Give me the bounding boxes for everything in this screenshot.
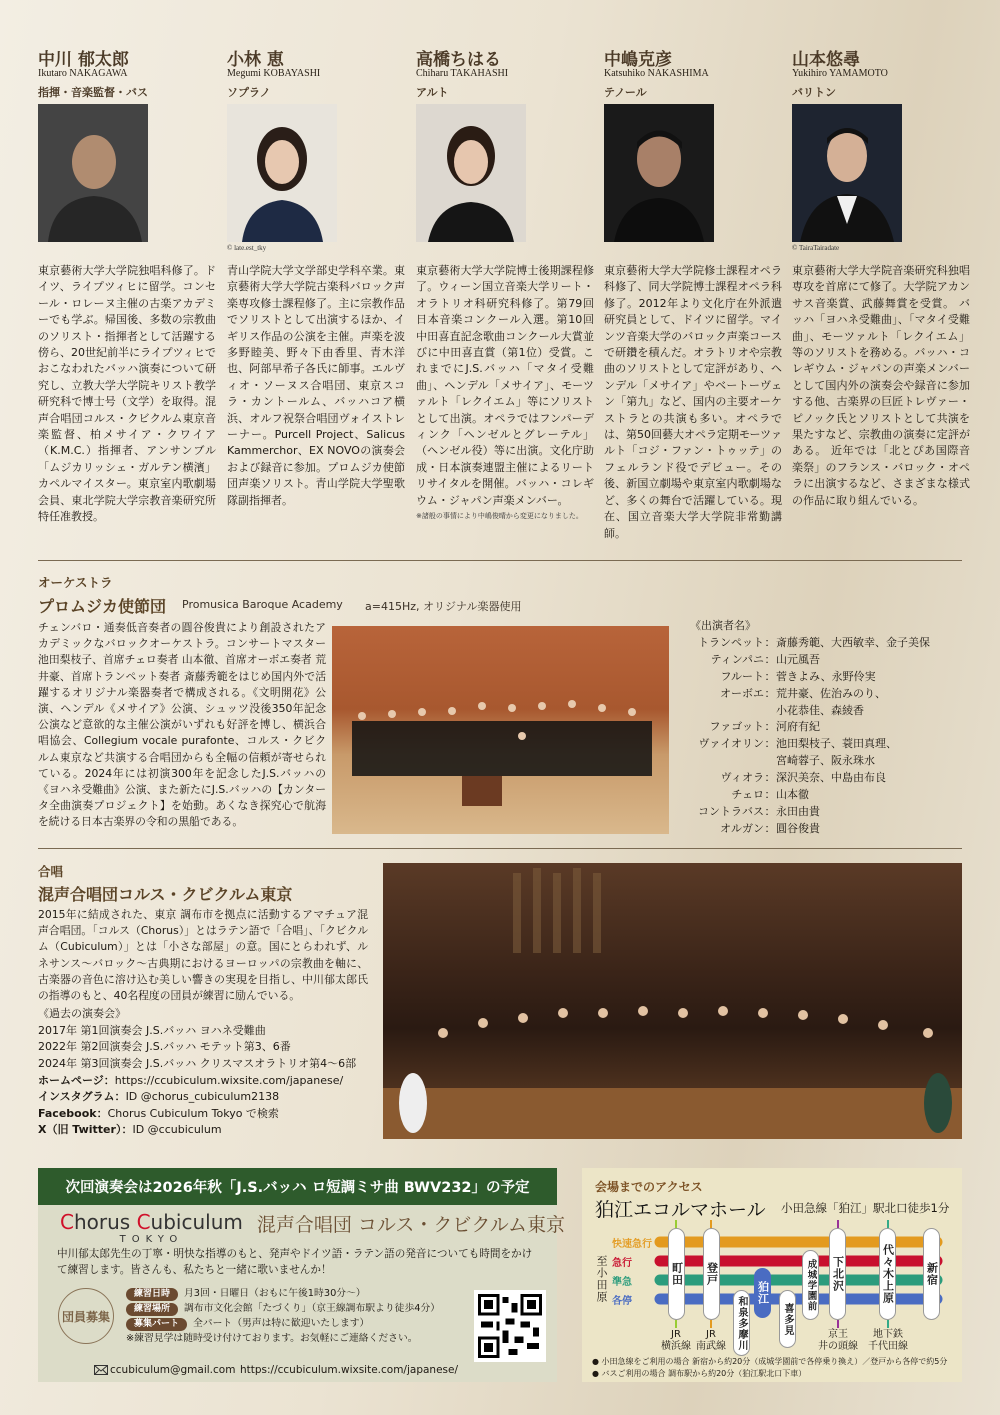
recruit-parts: [126, 1316, 440, 1331]
recruit-intro: 中川郁太郎先生の丁寧・明快な指導のもと、発声やドイツ語・ラテン語の発音についても時間をかけて練習します。皆さんも、私たちと一緒に歌いませんか！: [57, 1248, 533, 1276]
access-box: [582, 1168, 962, 1382]
performer-change-note: ※諸般の事情により中嶋俊晴から変更になりました。: [416, 512, 583, 521]
performer-photo: [792, 104, 902, 242]
past-concert: 2017年 第1回演奏会 J.S.バッハ ヨハネ受難曲: [38, 1023, 266, 1037]
access-notes: [592, 1356, 947, 1380]
performer-name: 山本悠尋: [792, 50, 860, 70]
performer-bio-box: [416, 263, 594, 521]
credit-colon: ：: [764, 737, 776, 751]
practice-place: [126, 1301, 440, 1316]
station-machida: 町田: [668, 1228, 685, 1320]
direction-label: 至小田原: [595, 1255, 608, 1303]
credit-colon: ：: [764, 669, 776, 683]
detail-text: 月3回・日曜日（おもに午後1時30分〜）: [184, 1288, 366, 1299]
credit-part: コントラバス: [698, 804, 764, 818]
credit-colon: ：: [764, 788, 776, 802]
credit-row: [690, 686, 930, 720]
credit-names: 河府有紀: [776, 720, 820, 734]
credit-row: [690, 787, 930, 804]
performer-photo: [227, 104, 337, 242]
credits-title: 《出演者名》: [690, 619, 756, 632]
performer-name: 中川 郁太郎: [38, 50, 129, 70]
logo-word: ubiculum: [150, 1210, 243, 1234]
credit-names-line: 宮崎蓉子、阪永珠水: [776, 754, 875, 768]
link-label: X（旧 Twitter）：: [38, 1123, 133, 1137]
credit-part: フルート: [720, 669, 764, 683]
logo-word: horus: [73, 1210, 137, 1234]
connection-jr-nambu: JR 南武線: [696, 1329, 726, 1352]
performer-roman-name: Yukihiro YAMAMOTO: [792, 68, 888, 79]
visit-note: ※練習見学は随時受け付けております。お気軽にご連絡ください。: [126, 1333, 418, 1344]
credit-part: ティンパニ: [710, 652, 764, 666]
credit-names: 永田由貴: [776, 804, 820, 818]
choir-text-column: [38, 907, 368, 1139]
link-value: ID @ccubiculum: [132, 1123, 222, 1137]
station-shinjuku: 新宿: [923, 1228, 940, 1320]
performer-bio-box: [792, 263, 970, 509]
station-seijogakuenmae: 成城学園前: [802, 1250, 819, 1320]
credit-names: 斎藤秀範、大西敏幸、金子美保: [776, 635, 930, 649]
credit-part: ヴァイオリン: [698, 737, 764, 751]
station-kitami: 喜多見: [779, 1290, 796, 1348]
logo-tokyo: TOKYO: [119, 1234, 184, 1245]
homepage-link[interactable]: [38, 1073, 368, 1090]
credit-part: ヴィオラ: [720, 771, 764, 785]
credit-names-line: 小花恭佳、森綾香: [776, 703, 864, 717]
credit-names-line: 池田梨枝子、蓑田真理、: [776, 737, 897, 751]
qr-code[interactable]: [474, 1290, 546, 1362]
performer-role: ソプラノ: [227, 86, 271, 99]
station-shimokitazawa: 下北沢: [829, 1228, 846, 1320]
performer-bio: 東京藝術大学大学院音楽研究科独唱専攻を首席にて修了。大学院アカンサス音楽賞、武藤舞賞を受賞。 バッハ「ヨハネ受難曲」、「マタイ受難曲」、モーツァルト「レクイエム」等のソリストを務める。バッハ・コレギウム・ジャパンの声楽メンバーとして国内外の演奏会や録音に参加する他、古楽界の巨匠トレヴァー・ピノック氏とソリストとして共演を果たすなど、宗教曲の演奏に定評がある。 近年では「北とぴあ国際音楽祭」のフランス・バロック・オペラに出演するなど、さまざまな様式の作品に取り組んでいる。: [792, 264, 970, 507]
performer-bio: 東京藝術大学大学院修士課程オペラ科修了、同大学院博士課程オペラ科修了。2012年より文化庁在外派遣研究員として、ドイツに留学。マインツ音楽大学のバロック声楽コースで研鑽を積んだ。オラトリオや宗教曲のソリストとして定評があり、ヘンデル「メサイア」やベートーヴェン「第九」など、国内の主要オーケストラとの共演も多い。オペラでは、第50回藝大オペラ定期モーツァルト「コジ・ファン・トゥッテ」のフェルランド役でデビュー。その後、新国立劇場や東京室内歌劇場など、多くの舞台で活躍している。現在、国立音楽大学大学院非常勤講師。: [604, 264, 783, 540]
credit-part: オルガン: [720, 821, 764, 835]
email-text: ccubiculum@gmail.com: [110, 1364, 236, 1376]
choir-label: 合唱: [38, 864, 64, 879]
mail-icon: [94, 1365, 108, 1375]
next-concert-banner: 次回演奏会は2026年秋「J.S.バッハ ロ短調ミサ曲 BWV232」の予定: [38, 1168, 557, 1205]
credit-colon: ：: [764, 635, 776, 649]
performer-bio-box: [227, 263, 405, 509]
instagram-link[interactable]: [38, 1089, 368, 1106]
access-label: 会場までのアクセス: [595, 1180, 703, 1194]
recruit-badge: 団員募集: [58, 1288, 114, 1344]
choir-photo: [383, 863, 962, 1139]
orchestra-pitch: a=415Hz, オリジナル楽器使用: [365, 600, 522, 613]
orchestra-label: オーケストラ: [38, 575, 113, 590]
credit-names: 菅きよみ、永野伶実: [776, 669, 876, 683]
line-label-express: 急行: [612, 1258, 632, 1269]
orchestra-name-en: Promusica Baroque Academy: [182, 598, 343, 611]
credit-row: [690, 719, 930, 736]
hall-walk: 小田急線「狛江」駅北口徒歩1分: [781, 1201, 950, 1215]
link-label: Facebook：: [38, 1106, 108, 1120]
orchestra-description: チェンバロ・通奏低音奏者の圓谷俊貴により創設されたアカデミックなバロックオーケストラ。コンサートマスター池田梨枝子、首席チェロ奏者 山本徹、首席オーボエ奏者 荒井豪、首席トランペット奏者 斎藤秀範をはじめ国内外で活躍するオリジナル楽器奏者で構成される。《文明開花》公演、ヘンデル《メサイア》公演、シュッツ没後350年記念公演など意欲的な主催公演がいずれも好評を博し、横浜合唱協会、Collegium vocale purafonte、コルス・クビクルム東京など共演する合唱団からも全幅の信頼が寄せられている。2024年には初演300年を記念したJ.S.バッハの《ヨハネ受難曲》公演、また新たにJ.S.バッハの【カンタータ全曲演奏プロジェクト】を始動。あくなき探究心で航海を続ける日本古楽界の令和の黒船である。: [38, 621, 326, 829]
credit-row: [690, 821, 930, 838]
practice-time: [126, 1286, 440, 1301]
credit-row: [690, 804, 930, 821]
performer-name: 小林 恵: [227, 50, 284, 70]
performer-roman-name: Chiharu TAKAHASHI: [416, 68, 509, 79]
link-value: Chorus Cubiculum Tokyo で検索: [107, 1106, 279, 1120]
detail-badge: 募集パート: [126, 1318, 187, 1331]
credit-colon: ：: [764, 771, 776, 785]
email-contact[interactable]: [94, 1364, 235, 1376]
station-yoyogi-uehara: 代々木上原: [879, 1228, 896, 1320]
access-note-train: ● 小田急線をご利用の場合 新宿から約20分（成城学園前で各停乗り換え）／登戸から各停で約5分: [592, 1357, 948, 1366]
past-concerts: [38, 1006, 368, 1139]
logo-letter: C: [60, 1210, 74, 1234]
past-concert: 2024年 第3回演奏会 J.S.バッハ クリスマスオラトリオ第4〜6部: [38, 1057, 357, 1070]
detail-badge: 練習場所: [126, 1303, 178, 1316]
performer-photo: [604, 104, 714, 242]
detail-text: 全パート（男声は特に歓迎いたします）: [193, 1318, 370, 1329]
line-label-semi-express: 準急: [612, 1277, 632, 1288]
station-komae: 狛江: [754, 1268, 771, 1318]
credit-names-line: 荒井豪、佐治みのり、: [776, 686, 886, 700]
hall-name: 狛江エコルマホール: [595, 1199, 766, 1221]
performer-role: バリトン: [792, 86, 836, 99]
performer-name: 中嶋克彦: [604, 50, 672, 70]
performer-role: 指揮・音楽監督・バス: [38, 86, 148, 99]
performer-roman-name: Katsuhiko NAKASHIMA: [604, 68, 709, 79]
credit-colon: ：: [764, 652, 776, 666]
link-label: ホームページ：: [38, 1073, 115, 1087]
choir-name: 混声合唱団コルス・クビクルム東京: [38, 885, 293, 904]
logo-letter: C: [136, 1210, 151, 1234]
past-concert: 2022年 第2回演奏会 J.S.バッハ モテット第3、6番: [38, 1040, 291, 1054]
recruit-details: [126, 1286, 440, 1346]
detail-text: 調布市文化会館「たづくり」（京王線調布駅より徒歩4分）: [184, 1303, 441, 1314]
connection-keio-inokashira: 京王 井の頭線: [818, 1329, 858, 1352]
credit-part: オーボエ: [720, 686, 764, 700]
performer-role: アルト: [416, 86, 449, 99]
credit-row: [690, 669, 930, 686]
performer-photo: [38, 104, 148, 242]
link-label: インスタグラム：: [38, 1090, 126, 1104]
logo-row: [60, 1210, 565, 1245]
connection-chiyoda: 地下鉄 千代田線: [868, 1329, 908, 1352]
performer-bio: 青山学院大学文学部史学科卒業。東京藝術大学大学院古楽科バロック声楽専攻修士課程修了。主に宗教作品でソリストとして出演するほか、イギリス作品の公演を主催。声楽を波多野睦美、野々下由香里、青木洋也、阿部早希子各氏に師事。エルヴィオ・ソーヌス合唱団、東京スコラ・カントールム、バッハコア横浜、オルフ祝祭合唱団ヴォイストレーナー。Purcell Project、Salicus Kammerchor、EX NOVOの演奏会および録音に参加。プロムジカ使節団声楽ソリスト。青山学院大学聖歌隊副指揮者。: [227, 264, 405, 507]
performer-bio: 東京藝術大学大学院独唱科修了。ドイツ、ライプツィヒに留学。コンセール・ロレーヌ主催の古楽アカデミーでも学ぶ。帰国後、多数の宗教曲のソリスト・指揮者として活躍する傍ら、20世紀前半にライプツィヒでおこなわれたバッハ演奏について研究し、立教大学大学院キリスト教学研究科で博士号（文学）を取得。混声合唱団コルス・クビクルム東京音楽監督、柏メサイア・クワイア（K.M.C.）指揮者、アンサンブル「ムジカリッシェ・ガルテン横濱」カペルマイスター。東京室内歌劇場会員、東北学院大学宗教音楽研究所特任准教授。: [38, 264, 216, 524]
divider: [38, 560, 962, 561]
performer-bio: 東京藝術大学大学院博士後期課程修了。ウィーン国立音楽大学リート・オラトリオ科研究科修了。第79回日本音楽コンクール入選。第10回中田喜直記念歌曲コンクール大賞並びに中田喜直賞（第1位）受賞。これまでにJ.S.バッハ「マタイ受難曲」、ヘンデル「メサイア」、モーツァルト「レクイエム」等にソリストとして出演。オペラではフンパーディンク「ヘンゼルとグレーテル」（ヘンゼル役）等に出演。文化庁助成・日本演奏連盟主催によるリートリサイタルを開催。バッハ・コレギウム・ジャパン声楽メンバー。: [416, 264, 594, 507]
performer-name: 高橋ちはる: [416, 50, 501, 70]
choir-name: 混声合唱団 コルス・クビクルム東京: [256, 1214, 565, 1236]
line-label-local: 各停: [612, 1296, 632, 1307]
recruitment-box: [38, 1168, 565, 1382]
photo-credit: © late.est_tky: [227, 244, 267, 252]
credit-names: [776, 736, 897, 770]
past-concerts-title: 《過去の演奏会》: [38, 1007, 126, 1021]
credit-row: [690, 652, 930, 669]
connection-jr-yokohama: JR 横浜線: [661, 1329, 691, 1352]
credit-names: 圓谷俊貴: [776, 821, 820, 835]
credit-row: [690, 736, 930, 770]
website-link[interactable]: https://ccubiculum.wixsite.com/japanese/: [240, 1364, 459, 1376]
performer-roman-name: Megumi KOBAYASHI: [227, 68, 321, 79]
credit-row: [690, 635, 930, 652]
credit-part: チェロ: [731, 788, 764, 802]
credit-colon: ：: [764, 720, 776, 734]
orchestra-name: プロムジカ使節団: [38, 597, 167, 616]
credit-row: [690, 770, 930, 787]
x-twitter-link[interactable]: [38, 1122, 368, 1139]
station-noborito: 登戸: [703, 1228, 720, 1320]
credit-part: ファゴット: [709, 720, 764, 734]
link-value: https://ccubiculum.wixsite.com/japanese/: [114, 1073, 344, 1087]
station-izumi-tamagawa: 和泉多摩川: [733, 1290, 750, 1356]
credit-part: トランペット: [698, 635, 764, 649]
performer-role: テノール: [604, 86, 647, 99]
link-value: ID @chorus_cubiculum2138: [125, 1090, 280, 1104]
credit-colon: ：: [764, 821, 776, 835]
detail-badge: 練習日時: [126, 1288, 178, 1301]
orchestra-credits: [690, 618, 930, 838]
photo-credit: © TairaTairadate: [792, 244, 840, 252]
line-label-rapid-express: 快速急行: [612, 1239, 652, 1250]
credit-names: 山元風吾: [776, 652, 820, 666]
performer-roman-name: Ikutaro NAKAGAWA: [38, 68, 128, 79]
facebook-link[interactable]: [38, 1106, 368, 1123]
credit-names: 山本徹: [776, 788, 809, 802]
logo-wordmark: [60, 1210, 243, 1234]
access-note-bus: ● バスご利用の場合 調布駅から約20分（狛江駅北口下車）: [592, 1369, 807, 1378]
performer-bio-box: [604, 263, 782, 542]
credit-names: [776, 686, 886, 720]
orchestra-photo: [332, 626, 669, 834]
choir-description: 2015年に結成された、東京 調布市を拠点に活動するアマチュア混声合唱団。「コルス（Chorus）」とはラテン語で「合唱」、「クビクルム（Cubiculum）」とは「小さな部屋」の意。国にとらわれず、ルネサンス〜バロック〜古典期におけるヨーロッパの宗教曲を軸に、古楽器の音色に溶け込む美しい響きの実現を目指し、中川郁太郎氏の指導のもと、40名程度の団員が練習に励んでいる。: [38, 908, 368, 1003]
performer-photo: [416, 104, 526, 242]
performer-bio-box: [38, 263, 216, 526]
credit-names: 深沢美奈、中島由布良: [776, 771, 886, 785]
credit-colon: ：: [764, 686, 776, 700]
chorus-cubiculum-logo: [60, 1210, 243, 1245]
credit-colon: ：: [764, 804, 776, 818]
divider: [38, 848, 962, 849]
